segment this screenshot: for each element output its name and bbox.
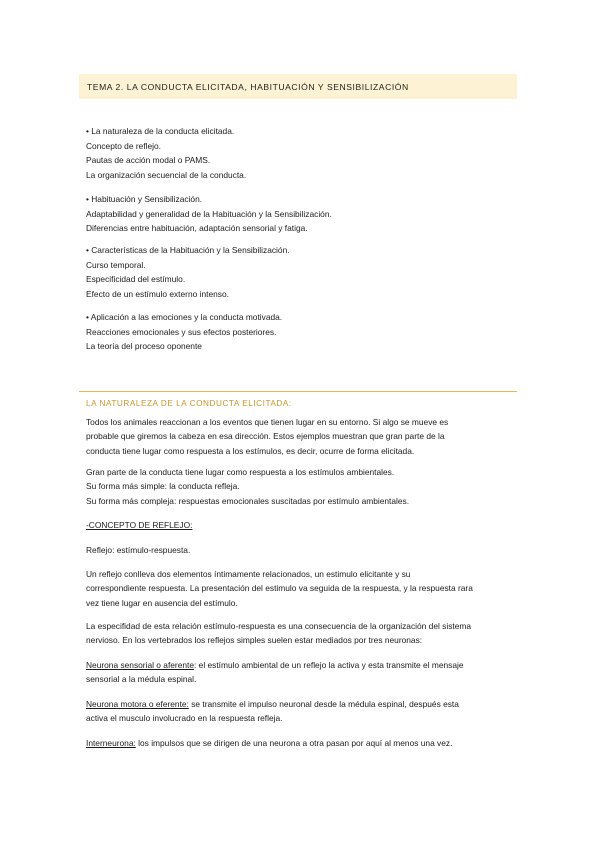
- paragraph-line: conducta tiene lugar como respuesta a los estímulos, es decir, ocurre de forma elicitada.: [86, 445, 415, 456]
- section-divider: [79, 391, 517, 392]
- term-interneuron: Interneurona:: [86, 738, 136, 748]
- paragraph-line: Reflejo: estímulo-respuesta.: [86, 545, 191, 555]
- topic-item: Pautas de acción modal o PAMS.: [86, 155, 211, 166]
- topic-item: Curso temporal.: [86, 259, 146, 270]
- subsection-heading: [86, 518, 518, 532]
- topic-heading: • La naturaleza de la conducta elicitada.: [86, 126, 235, 136]
- definition-text: se transmite el impulso neuronal desde la médula espinal, después esta: [188, 699, 459, 709]
- index-topic-3: [86, 243, 516, 301]
- definition-interneuron: [86, 736, 518, 750]
- term-motor-neuron: Neurona motora o eferente:: [86, 699, 189, 709]
- title-banner: [79, 74, 517, 99]
- paragraph-line: Todos los animales reaccionan a los eventos que tienen lugar en su entorno. Si algo se mueve es: [86, 417, 449, 427]
- definition-motor-neuron: [86, 697, 518, 726]
- reflex-definition: [86, 543, 518, 557]
- topic-item: Adaptabilidad y generalidad de la Habituación y la Sensibilización.: [86, 208, 332, 219]
- topic-item: Diferencias entre habituación, adaptación sensorial y fatiga.: [86, 223, 308, 234]
- document-title: TEMA 2. LA CONDUCTA ELICITADA, HABITUACIÓN Y SENSIBILIZACIÓN: [87, 82, 409, 92]
- paragraph-intro: [86, 415, 518, 458]
- paragraph-line: probable que giremos la cabeza en esa dirección. Estos ejemplos muestran que gran parte de la: [86, 431, 445, 442]
- topic-item: Concepto de reflejo.: [86, 140, 161, 151]
- paragraph-specificity: [86, 619, 518, 648]
- paragraph-line: correspondiente respuesta. La presentación del estimulo va seguida de la respuesta, y la respuesta rara: [86, 583, 473, 594]
- paragraph-line: Su forma más simple: la conducta refleja.: [86, 481, 240, 492]
- topic-heading: • Aplicación a las emociones y la conducta motivada.: [86, 312, 283, 322]
- paragraph-line: Un reflejo conlleva dos elementos íntimamente relacionados, un estimulo elicitante y su: [86, 569, 411, 579]
- paragraph-line: Gran parte de la conducta tiene lugar como respuesta a los estímulos ambientales.: [86, 467, 395, 477]
- definition-sensory-neuron: [86, 658, 518, 687]
- section-heading: LA NATURALEZA DE LA CONDUCTA ELICITADA:: [86, 399, 292, 408]
- topic-item: La organización secuencial de la conducta.: [86, 169, 247, 180]
- definition-text: activa el musculo involucrado en la respuesta refleja.: [86, 713, 283, 724]
- index-topic-1: [86, 124, 516, 182]
- topic-heading: • Características de la Habituación y la Sensibilización.: [86, 245, 290, 255]
- topic-item: Efecto de un estímulo externo intenso.: [86, 288, 229, 299]
- topic-item: Reacciones emocionales y sus efectos posteriores.: [86, 326, 277, 337]
- definition-text: sensorial a la médula espinal.: [86, 674, 197, 685]
- index-topic-2: [86, 192, 516, 236]
- topic-heading: • Habituación y Sensibilización.: [86, 194, 203, 204]
- paragraph-reflex: [86, 567, 518, 610]
- paragraph-line: nervioso. En los vertebrados los reflejos simples suelen estar mediados por tres neuronas:: [86, 635, 423, 646]
- concepto-reflejo-heading: -CONCEPTO DE REFLEJO:: [86, 520, 193, 530]
- paragraph-forms: [86, 465, 518, 508]
- term-sensory-neuron: Neurona sensorial o aferente: [86, 660, 195, 670]
- paragraph-line: Su forma más compleja: respuestas emocionales suscitadas por estímulo ambientales.: [86, 495, 410, 506]
- paragraph-line: vez tiene lugar en ausencia del estímulo.: [86, 597, 238, 608]
- topic-item: Especificidad del estímulo.: [86, 274, 186, 285]
- index-topic-4: [86, 310, 516, 354]
- definition-text: los impulsos que se dirigen de una neurona a otra pasan por aquí al menos una vez.: [135, 738, 453, 748]
- definition-text: : el estímulo ambiental de un reflejo la activa y esta transmite el mensaje: [194, 660, 464, 670]
- paragraph-line: La especifidad de esta relación estímulo-respuesta es una consecuencia de la organización del sistema: [86, 621, 472, 631]
- topic-item: La teoría del proceso oponente: [86, 341, 202, 352]
